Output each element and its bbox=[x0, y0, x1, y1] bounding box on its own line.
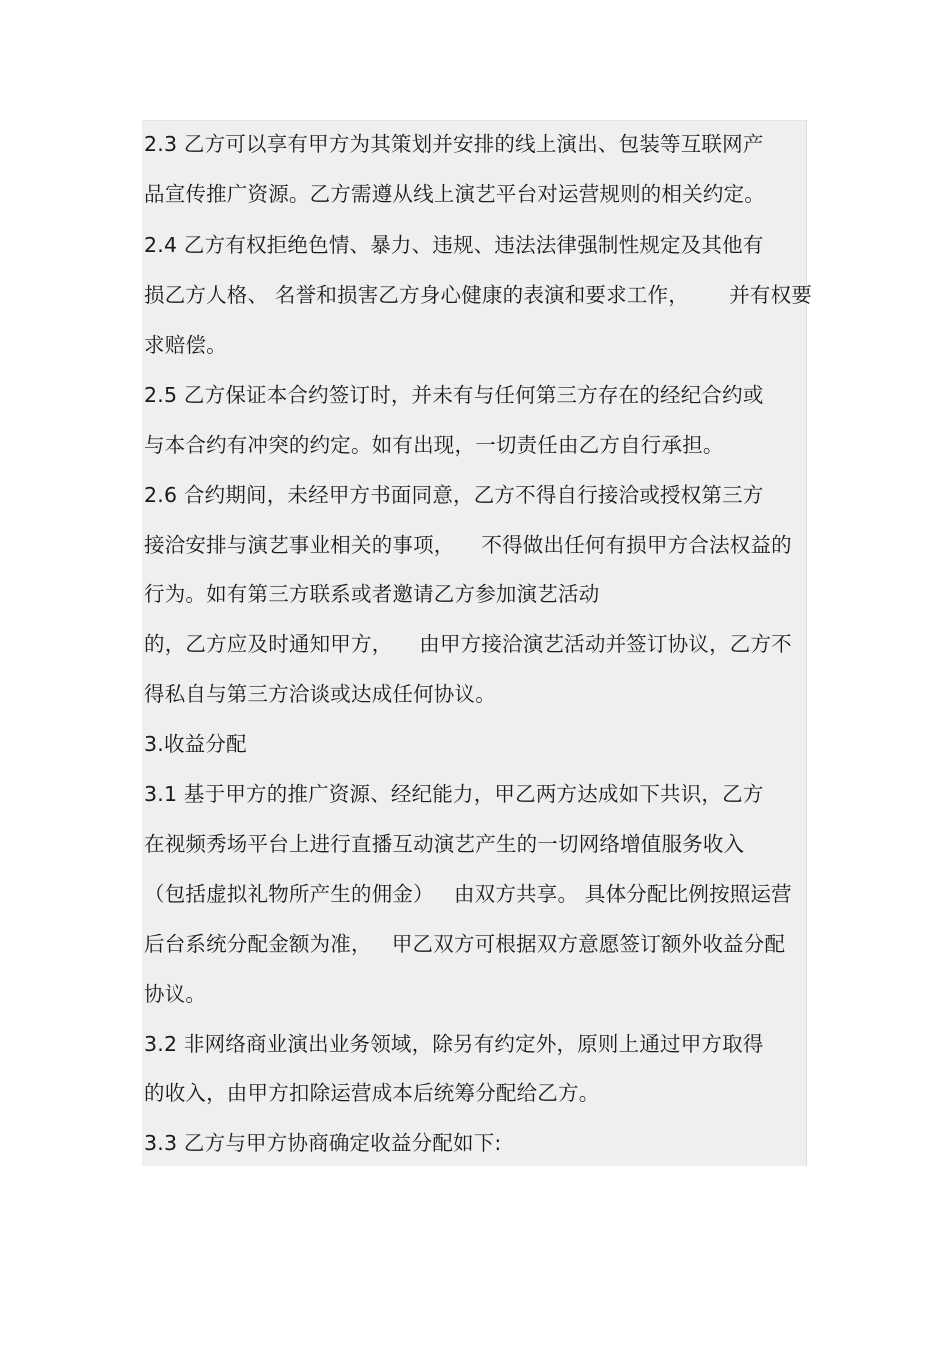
text-line: 品宣传推广资源。乙方需遵从线上演艺平台对运营规则的相关约定。 bbox=[144, 182, 765, 206]
text-line: 2.3 乙方可以享有甲方为其策划并安排的线上演出、包装等互联网产 bbox=[144, 132, 764, 156]
text-line: 2.6 合约期间，未经甲方书面同意，乙方不得自行接洽或授权第三方 bbox=[144, 483, 764, 507]
text-line: 的，乙方应及时通知甲方， 由甲方接洽演艺活动并签订协议，乙方不 bbox=[144, 632, 792, 656]
text-line: 损乙方人格、 名誉和损害乙方身心健康的表演和要求工作， 并有权要 bbox=[144, 283, 813, 307]
text-line: 得私自与第三方洽谈或达成任何协议。 bbox=[144, 682, 496, 706]
text-line: 2.5 乙方保证本合约签订时，并未有与任何第三方存在的经纪合约或 bbox=[144, 383, 764, 407]
text-line: 的收入，由甲方扣除运营成本后统筹分配给乙方。 bbox=[144, 1081, 600, 1105]
section-heading: 3.收益分配 bbox=[144, 732, 247, 756]
text-line: （包括虚拟礼物所产生的佣金） 由双方共享。 具体分配比例按照运营 bbox=[144, 882, 792, 906]
text-line: 行为。如有第三方联系或者邀请乙方参加演艺活动 bbox=[144, 582, 600, 606]
text-line: 在视频秀场平台上进行直播互动演艺产生的一切网络增值服务收入 bbox=[144, 832, 745, 856]
text-line: 后台系统分配金额为准， 甲乙双方可根据双方意愿签订额外收益分配 bbox=[144, 932, 786, 956]
text-line: 3.1 基于甲方的推广资源、经纪能力，甲乙两方达成如下共识，乙方 bbox=[144, 782, 764, 806]
text-line: 3.3 乙方与甲方协商确定收益分配如下: bbox=[144, 1131, 502, 1155]
text-line: 求赔偿。 bbox=[144, 333, 227, 357]
text-line: 与本合约有冲突的约定。如有出现，一切责任由乙方自行承担。 bbox=[144, 433, 724, 457]
text-line: 协议。 bbox=[144, 982, 207, 1006]
text-line: 3.2 非网络商业演出业务领域，除另有约定外，原则上通过甲方取得 bbox=[144, 1032, 764, 1056]
text-line: 接洽安排与演艺事业相关的事项， 不得做出任何有损甲方合法权益的 bbox=[144, 533, 792, 557]
text-line: 2.4 乙方有权拒绝色情、暴力、违规、违法法律强制性规定及其他有 bbox=[144, 233, 764, 257]
